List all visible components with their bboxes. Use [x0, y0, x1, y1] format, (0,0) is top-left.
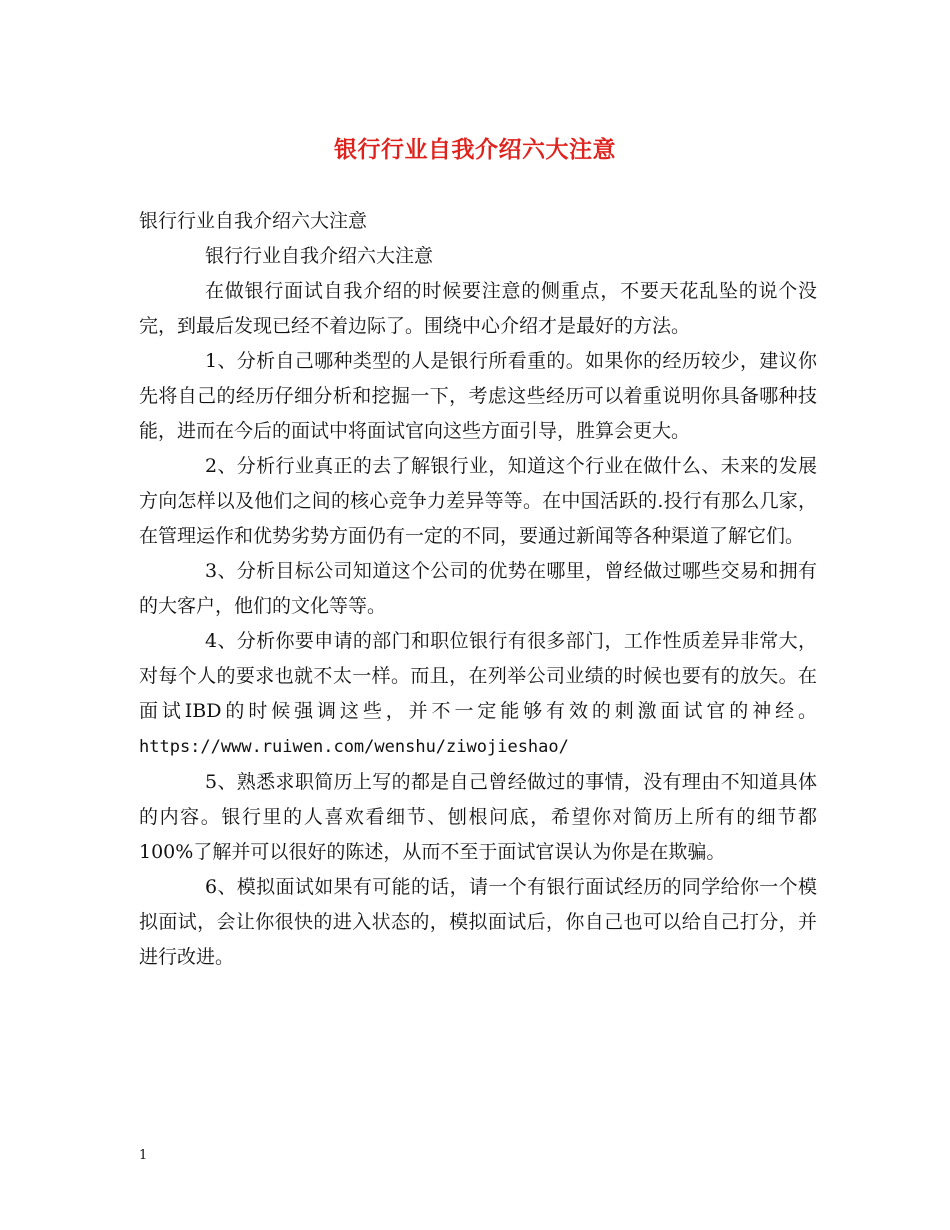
point-6-paragraph: 6、模拟面试如果有可能的话，请一个有银行面试经历的同学给你一个模拟面试，会让你很快的进入状态的，模拟面试后，你自己也可以给自己打分，并进行改进。 [139, 876, 817, 968]
section-subheading: 银行行业自我介绍六大注意 [205, 245, 434, 267]
point-4-paragraph [139, 624, 817, 765]
point-3-paragraph: 3、分析目标公司知道这个公司的优势在哪里，曾经做过哪些交易和拥有的大客户，他们的文化等等。 [139, 560, 817, 617]
point-4-text: 4、分析你要申请的部门和职位银行有很多部门，工作性质差异非常大，对每个人的要求也就不太一样。而且，在列举公司业绩的时候也要有的放矢。在面试IBD的时候强调这些，并不一定能够有效的刺激面试官的神经。 [139, 630, 817, 722]
page-number: 1 [139, 1148, 148, 1163]
reference-url: https://www.ruiwen.com/wenshu/ziwojieshao/ [139, 737, 569, 757]
point-2-paragraph: 2、分析行业真正的去了解银行业，知道这个行业在做什么、未来的发展方向怎样以及他们之间的核心竞争力差异等等。在中国活跃的.投行有那么几家，在管理运作和优势劣势方面仍有一定的不同，要通过新闻等各种渠道了解它们。 [139, 455, 817, 547]
section-heading: 银行行业自我介绍六大注意 [139, 210, 368, 232]
document-title: 银行行业自我介绍六大注意 [334, 136, 616, 163]
document-body [139, 204, 817, 975]
point-1-paragraph: 1、分析自己哪种类型的人是银行所看重的。如果你的经历较少，建议你先将自己的经历仔细分析和挖掘一下，考虑这些经历可以着重说明你具备哪种技能，进而在今后的面试中将面试官向这些方面引导，胜算会更大。 [139, 350, 817, 442]
point-5-paragraph: 5、熟悉求职简历上写的都是自己曾经做过的事情，没有理由不知道具体的内容。银行里的人喜欢看细节、刨根问底，希望你对简历上所有的细节都100%了解并可以很好的陈述，从而不至于面试官误认为你是在欺骗。 [139, 771, 817, 863]
intro-paragraph: 在做银行面试自我介绍的时候要注意的侧重点，不要天花乱坠的说个没完，到最后发现已经不着边际了。围绕中心介绍才是最好的方法。 [139, 280, 817, 337]
